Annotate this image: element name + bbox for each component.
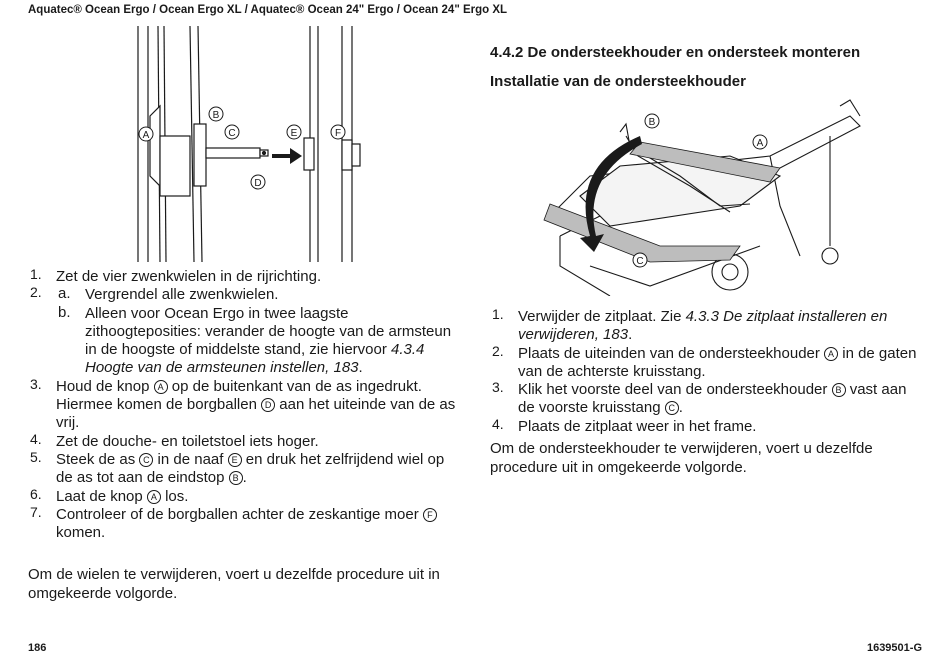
list-item: 4. Zet de douche- en toiletstoel iets hoger.	[30, 430, 319, 450]
page-header: Aquatec® Ocean Ergo / Ocean Ergo XL / Aquatec® Ocean 24" Ergo / Ocean 24" Ergo XL	[28, 4, 508, 16]
cross-reference: 4.3.3 De zitplaat installeren en verwijderen, 183	[518, 308, 888, 344]
fig1-label-a: A	[142, 130, 150, 141]
fig2-label-b: B	[648, 117, 656, 128]
list-item: 3. Klik het voorste deel van de ondersteekhouder B vast aan de voorste kruisstang C .	[492, 379, 907, 417]
list-item: 7. Controleer of de borgballen achter de zeskantige moer F komen.	[28, 506, 458, 543]
list-item: 4. Plaats de zitplaat weer in het frame.	[492, 415, 757, 435]
callout-c: C	[139, 453, 153, 467]
callout-f: F	[423, 508, 437, 522]
section-heading: 4.4.2 De ondersteekhouder en ondersteek monteren	[490, 44, 861, 61]
fig1-label-b: B	[212, 110, 220, 121]
fig2-label-c: C	[636, 256, 644, 267]
list-item: 2. a. Vergrendel alle zwenkwielen. b. Alleen voor Ocean Ergo in twee laagste zithoogteposities: verander de hoogte van de armsteun in de hoogste of middelste stand, zie hiervoor 4.3.4 Hoogte van de armsteunen instellen, 183.	[28, 286, 458, 377]
holder-installation-steps	[490, 308, 920, 436]
callout-e: E	[228, 453, 242, 467]
callout-a: A	[147, 490, 161, 504]
document-code: 1639501-G	[866, 642, 922, 654]
callout-b: B	[832, 383, 846, 397]
cross-reference: 4.3.4 Hoogte van de armsteunen instellen, 183	[85, 341, 425, 377]
list-item: 1. Zet de vier zwenkwielen in de rijrichting.	[30, 266, 322, 285]
fig1-label-e: E	[290, 128, 298, 139]
list-item: 6. Laat de knop A los.	[30, 485, 189, 505]
callout-b: B	[229, 471, 243, 485]
list-item: 1. Verwijder de zitplaat. Zie 4.3.3 De zitplaat installeren en verwijderen, 183.	[492, 306, 888, 344]
list-item: 5. Steek de as C in de naaf E en druk het zelfrijdend wiel op de as tot aan de eindstop B .	[30, 448, 445, 487]
subsection-heading: Installatie van de ondersteekhouder	[490, 73, 746, 90]
page-number: 186	[28, 642, 47, 654]
wheel-mounting-steps	[28, 268, 458, 542]
removal-note-holder: Om de ondersteekhouder te verwijderen, voert u dezelfde procedure uit in omgekeerde volgorde.	[490, 440, 873, 476]
callout-d: D	[261, 398, 275, 412]
sub-item: b. Alleen voor Ocean Ergo in twee laagste zithoogteposities: verander de hoogte van de armsteun in de hoogste of middelste stand, zie hiervoor 4.3.4 Hoogte van de armsteunen instellen, 183.	[58, 303, 452, 377]
callout-a: A	[154, 380, 168, 394]
wheel-axle-illustration	[120, 26, 380, 262]
callout-a: A	[824, 347, 838, 361]
fig2-label-a: A	[756, 138, 764, 149]
removal-note-wheels: Om de wielen te verwijderen, voert u dezelfde procedure uit in omgekeerde volgorde.	[28, 566, 440, 602]
list-item: 2. Plaats de uiteinden van de ondersteekhouder A in de gaten van de achterste kruisstang.	[492, 342, 917, 380]
callout-c: C	[665, 401, 679, 415]
list-item: 3. Houd de knop A op de buitenkant van de as ingedrukt. Hiermee komen de borgballen D aan het uiteinde van de as vrij.	[30, 375, 456, 432]
fig1-label-d: D	[254, 178, 262, 189]
fig1-label-f: F	[334, 128, 342, 139]
commode-holder-illustration	[530, 96, 880, 296]
sub-item: a. Vergrendel alle zwenkwielen.	[58, 285, 279, 304]
fig1-label-c: C	[228, 128, 236, 139]
